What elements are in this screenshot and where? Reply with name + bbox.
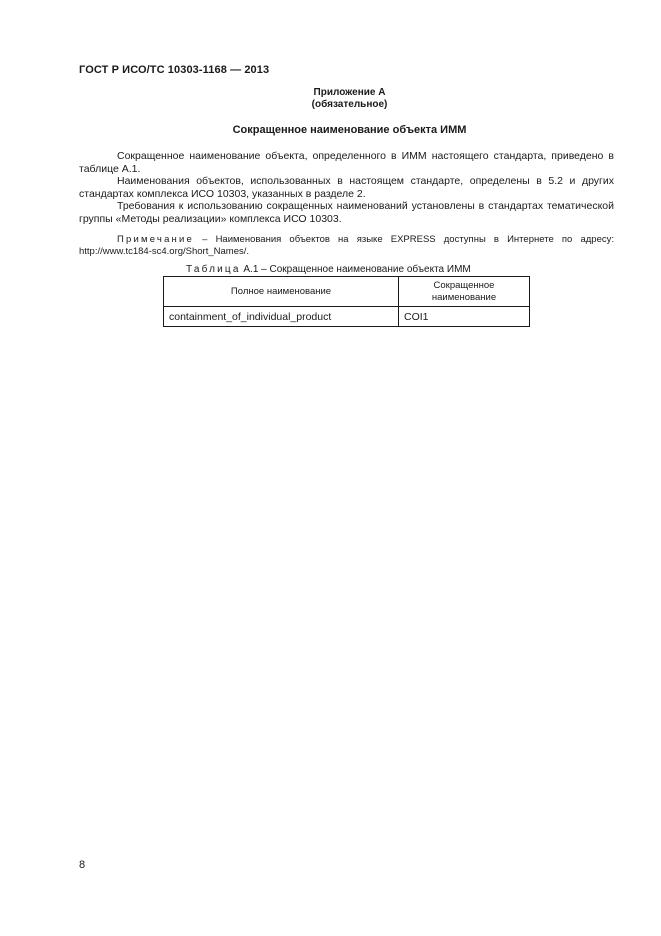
table-caption <box>186 264 471 276</box>
page-number: 8 <box>79 859 86 871</box>
note-label: Примечание <box>117 234 194 245</box>
table-caption-label: Таблица <box>186 264 241 275</box>
note <box>79 234 614 258</box>
paragraph: Сокращенное наименование объекта, определенного в ИММ настоящего стандарта, приведено в таблице А.1. <box>79 150 614 175</box>
body-text <box>79 150 614 226</box>
table-row <box>164 307 530 327</box>
appendix-status: (обязательное) <box>311 99 388 110</box>
note-text: – Наименования объектов на языке EXPRESS доступны в Интернете по адресу: http://www.tc184-sc4.org/Short_Names/. <box>79 234 614 257</box>
table-header-row <box>164 277 530 307</box>
column-header-short-name: Сокращенное наименование <box>399 277 530 307</box>
abbreviation-table <box>163 276 530 327</box>
appendix-heading <box>0 87 661 111</box>
cell-short-name: COI1 <box>399 307 530 327</box>
paragraph: Требования к использованию сокращенных наименований установлены в стандартах тематической группы «Методы реализации» комплекса ИСО 10303. <box>79 200 614 225</box>
paragraph: Наименования объектов, использованных в настоящем стандарте, определены в 5.2 и других стандартах комплекса ИСО 10303, указанных в разделе 2. <box>79 175 614 200</box>
standard-header: ГОСТ Р ИСО/ТС 10303-1168 — 2013 <box>79 64 270 76</box>
column-header-full-name: Полное наименование <box>164 277 399 307</box>
section-title: Сокращенное наименование объекта ИММ <box>232 124 467 136</box>
cell-full-name: containment_of_individual_product <box>164 307 399 327</box>
appendix-title: Приложение А <box>313 87 386 98</box>
table-caption-text: А.1 – Сокращенное наименование объекта ИММ <box>240 264 471 275</box>
